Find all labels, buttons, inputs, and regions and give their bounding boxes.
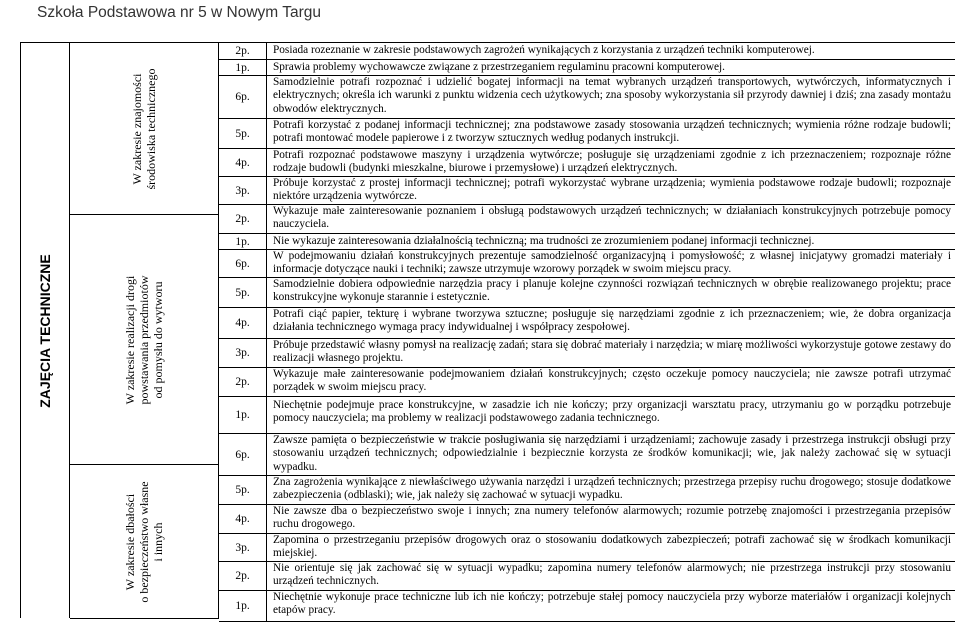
table-row <box>219 308 955 339</box>
table-row <box>219 149 955 177</box>
table-row <box>219 476 955 505</box>
criteria-cell: Wykazuje małe zainteresowanie poznaniem i obsługą podstawowych urządzeń technicznych; w działaniach konstrukcyjnych potrzebuje pomocy nauczyciela. <box>273 205 951 231</box>
criteria-cell: W podejmowaniu działań konstrukcyjnych prezentuje samodzielność organizacyjną i pomysłowość; z własnej inicjatywy gromadzi materiały i informacje dotyczące nauki i techniki; zawsze utrzymuje wzorowy porządek w swoim miejscu pracy. <box>273 250 951 276</box>
grade-cell: 1p. <box>219 591 267 621</box>
criteria-cell: Wykazuje małe zainteresowanie podejmowaniem działań konstrukcyjnych; często oczekuje pomocy nauczyciela; nie zawsze potrafi utrzymać porządek w swoim miejscu pracy. <box>273 368 951 394</box>
table-row <box>219 177 955 205</box>
table-row <box>219 368 955 397</box>
table-row <box>219 434 955 476</box>
criteria-cell: Posiada rozeznanie w zakresie podstawowych zagrożeń wynikających z korzystania z urządzeń techniki komputerowej. <box>273 44 815 56</box>
criteria-cell: Próbuje przedstawić własny pomysł na realizację zadań; stara się dobrać materiały i narzędzia; w miarę możliwości wykorzystuje gotowe zestawy do realizacji własnego projektu. <box>273 339 951 365</box>
table-row <box>219 43 955 60</box>
criteria-cell: Próbuje korzystać z prostej informacji technicznej; potrafi wykorzystać wybrane urządzenia; wymienia podstawowe rodzaje budowli; rozpoznaje niektóre urządzenia wytwórcze. <box>273 177 951 203</box>
table-row <box>219 591 955 622</box>
area-label-object-creation: W zakresie realizacji drogi powstawania przedmiotów od pomysłu do wytworu <box>123 275 165 404</box>
grade-cell: 3p. <box>219 339 267 367</box>
criteria-cell: Nie orientuje się jak zachować się w sytuacji wypadku; zapomina numery telefonów alarmowych; nie przestrzega instrukcji przy stosowaniu urządzeń technicznych. <box>273 562 951 588</box>
criteria-cell: Zna zagrożenia wynikające z niewłaściwego używania narzędzi i urządzeń technicznych; przestrzega przepisy ruchu drogowego; stosuje dodatkowe zabezpieczenia (odblaski); wie, jak należy się zachować w sytuacji wypadku. <box>273 476 951 502</box>
grade-cell: 5p. <box>219 119 267 148</box>
table-row <box>219 562 955 591</box>
grade-cell: 4p. <box>219 308 267 338</box>
area-cell-safety <box>70 465 219 619</box>
criteria-rows <box>219 43 955 622</box>
area-cell-technical-environment <box>70 43 219 215</box>
criteria-cell: Sprawia problemy wychowawcze związane z przestrzeganiem regulaminu pracowni komputerowej. <box>273 61 726 73</box>
grade-cell: 1p. <box>219 60 267 75</box>
grade-cell: 2p. <box>219 43 267 59</box>
table-row <box>219 339 955 368</box>
table-row <box>219 505 955 534</box>
table-row <box>219 278 955 308</box>
grade-cell: 4p. <box>219 505 267 533</box>
criteria-cell: Potrafi korzystać z podanej informacji technicznej; zna podstawowe zasady stosowania urządzeń technicznych; wymienia różne rodzaje budowli; potrafi montować modele papierowe i z tworzyw sztucznych według podanych instrukcji. <box>273 119 951 145</box>
assessment-table <box>20 42 955 618</box>
grade-cell: 1p. <box>219 234 267 249</box>
area-label-safety: W zakresie dbałości o bezpieczeństwo własne i innych <box>123 480 165 603</box>
table-row <box>219 534 955 562</box>
grade-cell: 6p. <box>219 250 267 277</box>
criteria-cell: Samodzielnie dobiera odpowiednie narzędzia pracy i planuje kolejne czynności rozwiązań technicznych w obrębie realizowanego projektu; prace konstrukcyjne wykonuje starannie i estetycznie. <box>273 278 951 304</box>
criteria-cell: Potrafi rozpoznać podstawowe maszyny i urządzenia wytwórcze; posługuje się urządzeniami zgodnie z ich przeznaczeniem; rozpoznaje różne rodzaje budowli (budynki mieszkalne, biurowe i przemysłowe) i urządzeń elektrycznych. <box>273 149 951 175</box>
grade-cell: 2p. <box>219 368 267 396</box>
table-row <box>219 250 955 278</box>
criteria-cell: Niechętnie podejmuje prace konstrukcyjne, w zasadzie ich nie kończy; przy organizacji warsztatu pracy, utrzymaniu go w porządku potrzebuje pomocy nauczyciela; ma problemy w realizacji podstawowego zadania technicznego. <box>273 399 951 425</box>
table-row <box>219 234 955 250</box>
grade-cell: 1p. <box>219 397 267 433</box>
criteria-cell: Nie wykazuje zainteresowania działalnością techniczną; ma trudności ze zrozumieniem podanej informacji technicznej. <box>273 235 815 247</box>
grade-cell: 6p. <box>219 434 267 475</box>
table-row <box>219 119 955 149</box>
grade-cell: 2p. <box>219 205 267 233</box>
grade-cell: 3p. <box>219 177 267 204</box>
grade-cell: 6p. <box>219 76 267 118</box>
grade-cell: 5p. <box>219 278 267 307</box>
grade-cell: 2p. <box>219 562 267 590</box>
area-cell-object-creation <box>70 215 219 465</box>
page-title: Szkoła Podstawowa nr 5 w Nowym Targu <box>37 4 322 21</box>
criteria-cell: Nie zawsze dba o bezpieczeństwo swoje i innych; zna numery telefonów alarmowych; rozumie potrzebę znajomości i przestrzegania przepisów ruchu drogowego. <box>273 505 951 531</box>
grade-cell: 3p. <box>219 534 267 561</box>
criteria-cell: Zapomina o przestrzeganiu przepisów drogowych oraz o stosowaniu dodatkowych zabezpieczeń; potrafi zachować się w środkach komunikacji miejskiej. <box>273 534 951 560</box>
table-row <box>219 397 955 434</box>
subject-label: ZAJĘCIA TECHNICZNE <box>37 253 53 408</box>
area-label-technical-environment: W zakresie znajomości środowiska technicznego <box>130 68 158 189</box>
criteria-cell: Samodzielnie potrafi rozpoznać i udzielić bogatej informacji na temat wybranych urządzeń transportowych, wytwórczych, informatycznych i elektrycznych; określa ich warunki z punktu widzenia cech użytkowych; zna sposoby wykorzystania sił przyrody dawniej i dziś; zna zasady montażu obwodów elektrycznych. <box>273 76 951 115</box>
criteria-cell: Potrafi ciąć papier, tekturę i wybrane tworzywa sztuczne; posługuje się narzędziami zgodnie z ich przeznaczeniem; wie, że dobra organizacja działania technicznego wymaga pracy indywidualnej i współpracy zespołowej. <box>273 308 951 334</box>
grade-cell: 5p. <box>219 476 267 504</box>
table-row <box>219 60 955 76</box>
criteria-cell: Niechętnie wykonuje prace techniczne lub ich nie kończy; potrzebuje stałej pomocy nauczyciela przy wyborze materiałów i organizacji kolejnych etapów pracy. <box>273 591 951 617</box>
table-row <box>219 205 955 234</box>
criteria-cell: Zawsze pamięta o bezpieczeństwie w trakcie posługiwania się narzędziami i urządzeniami; zachowuje zasady i przestrzega instrukcji obsługi przy stosowaniu urządzeń technicznych; odpowiedzialnie i bezpiecznie korzysta ze środków komunikacji; wie, jak należy zachować się w sytuacji wypadku. <box>273 434 951 473</box>
table-row <box>219 76 955 119</box>
subject-cell <box>21 43 70 618</box>
grade-cell: 4p. <box>219 149 267 176</box>
